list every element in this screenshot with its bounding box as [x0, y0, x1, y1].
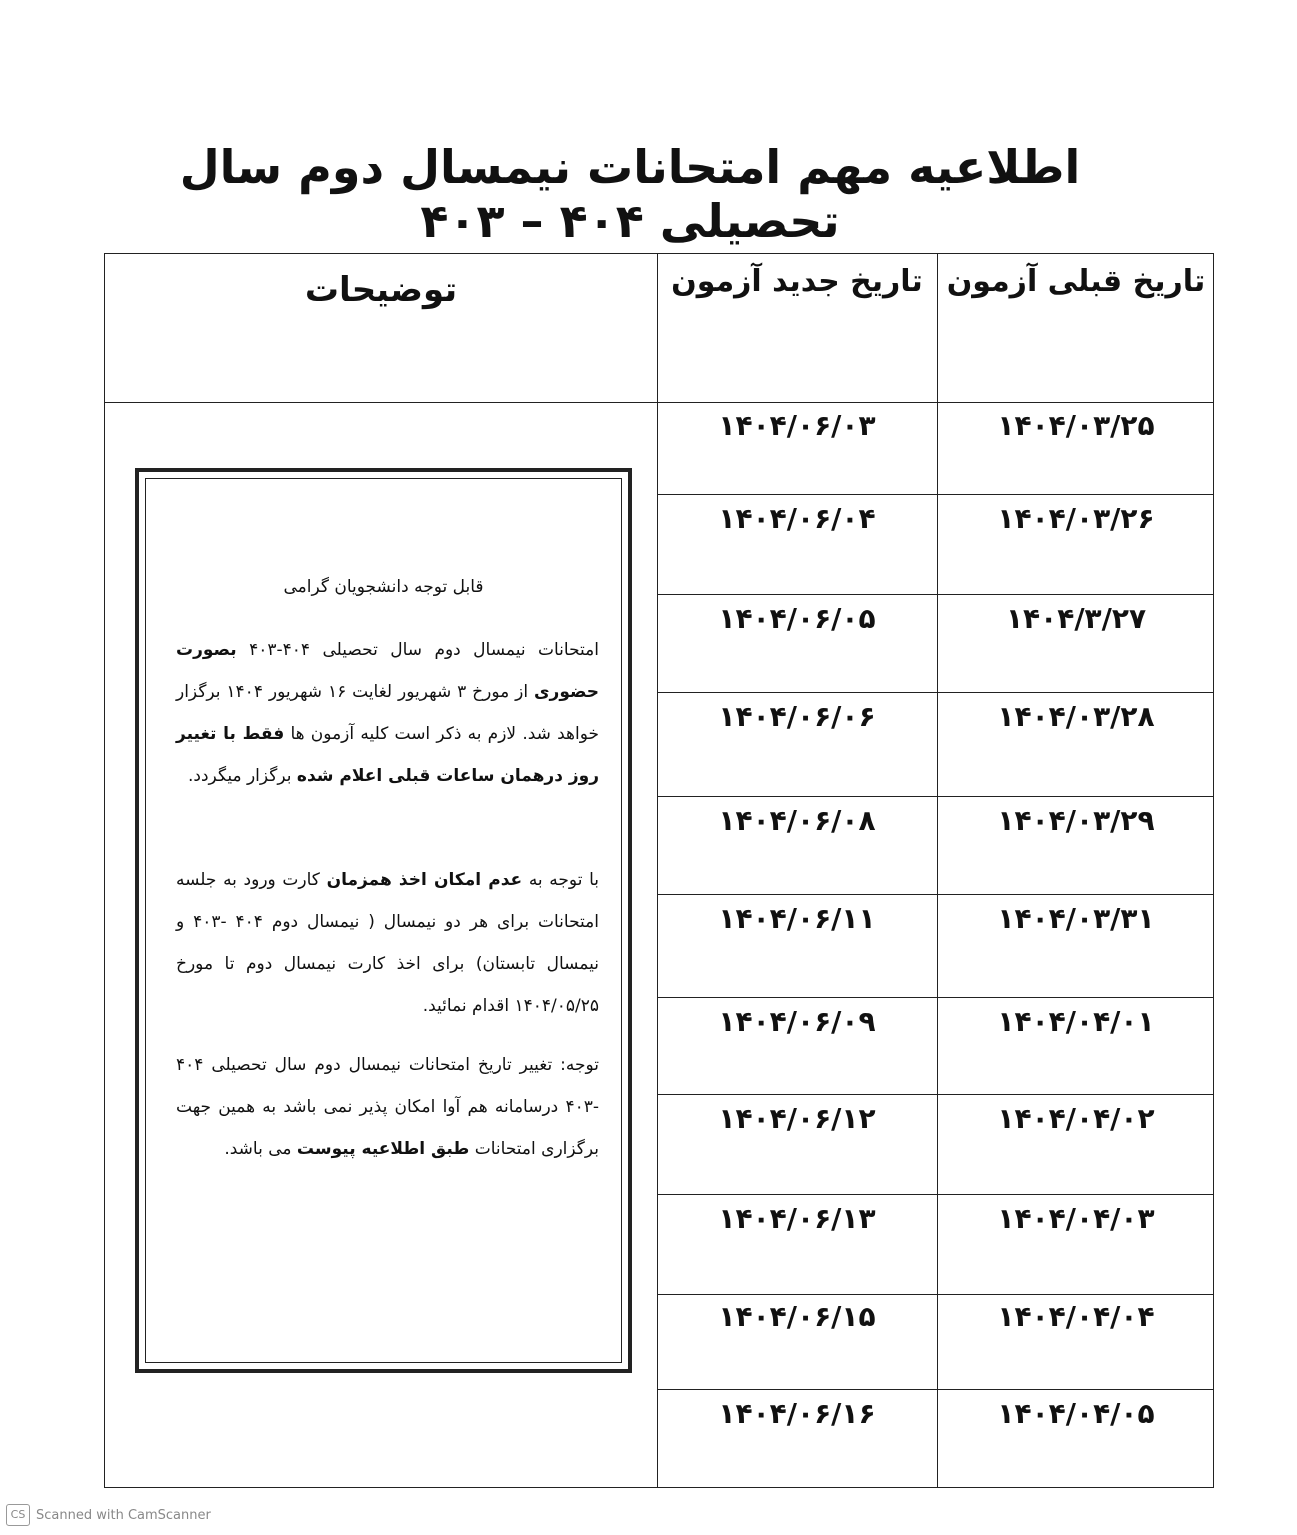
notice-greeting: قابل توجه دانشجویان گرامی — [283, 577, 484, 597]
new-date-cell: ۱۴۰۴/۰۶/۱۵ — [718, 1300, 876, 1333]
notice-p1-c: از مورخ ۳ شهریور لغایت ۱۶ شهریور ۱۴۰۴ برگزار خواهد شد. لازم به ذکر است کلیه آزمون ها — [176, 682, 600, 744]
row-divider — [657, 894, 1213, 895]
notice-p2-a: با توجه به — [528, 870, 600, 890]
row-divider — [657, 494, 1213, 495]
new-date-cell: ۱۴۰۴/۰۶/۰۳ — [718, 409, 876, 442]
scanner-watermark-text: Scanned with CamScanner — [36, 1507, 211, 1523]
notice-p3-b: طبق اطلاعیه پیوست — [296, 1139, 470, 1159]
new-date-cell: ۱۴۰۴/۰۶/۰۶ — [718, 700, 876, 733]
notice-paragraph-3 — [176, 1044, 599, 1170]
scanner-watermark — [6, 1504, 211, 1526]
new-date-cell: ۱۴۰۴/۰۶/۱۶ — [718, 1397, 876, 1430]
old-date-cell: ۱۴۰۴/۰۴/۰۲ — [997, 1102, 1155, 1135]
notice-p1-e: برگزار میگردد. — [188, 766, 292, 786]
row-divider — [657, 594, 1213, 595]
new-date-cell: ۱۴۰۴/۰۶/۱۲ — [718, 1102, 876, 1135]
notice-inner-border — [145, 478, 622, 1363]
new-date-cell: ۱۴۰۴/۰۶/۰۵ — [718, 602, 876, 635]
old-date-cell: ۱۴۰۴/۰۳/۲۸ — [997, 700, 1155, 733]
old-date-cell: ۱۴۰۴/۰۴/۰۵ — [997, 1397, 1155, 1430]
notice-p3-a: توجه: تغییر تاریخ امتحانات نیمسال دوم سال تحصیلی ۴۰۴ -۴۰۳ درسامانه هم آوا امکان پذیر نمی باشد به همین جهت برگزاری امتحانات — [176, 1055, 599, 1159]
old-date-cell: ۱۴۰۴/۰۴/۰۳ — [997, 1202, 1155, 1235]
header-old-date: تاریخ قبلی آزمون — [946, 264, 1206, 299]
notice-p1-d: فقط با تغییر روز درهمان ساعات قبلی اعلام شده — [176, 724, 599, 786]
header-notes: توضیحات — [304, 270, 458, 310]
new-date-cell: ۱۴۰۴/۰۶/۱۱ — [718, 902, 876, 935]
notice-paragraph-1 — [176, 629, 599, 797]
notice-p3-c: می باشد. — [224, 1139, 292, 1159]
row-divider — [657, 997, 1213, 998]
notice-p2-b: عدم امکان اخذ همزمان — [326, 870, 523, 890]
header-new-date: تاریخ جدید آزمون — [671, 264, 923, 299]
row-divider — [657, 1194, 1213, 1195]
notice-paragraph-2 — [176, 859, 599, 1027]
row-divider — [657, 1389, 1213, 1390]
notice-p2-c: کارت ورود به جلسه امتحانات برای هر دو نیمسال ( نیمسال دوم ۴۰۴ -۴۰۳ و نیمسال تابستان) برای اخذ کارت نیمسال دوم تا مورخ ۱۴۰۴/۰۵/۲۵ اقدام نمائید. — [176, 870, 599, 1016]
old-date-cell: ۱۴۰۴/۰۳/۲۹ — [997, 804, 1155, 837]
old-date-cell: ۱۴۰۴/۰۴/۰۴ — [997, 1300, 1155, 1333]
page-title: اطلاعیه مهم امتحانات نیمسال دوم سال تحصیلی ۴۰۴ – ۴۰۳ — [179, 140, 1081, 248]
row-divider — [657, 1094, 1213, 1095]
notice-p1-a: امتحانات نیمسال دوم سال تحصیلی ۴۰۴-۴۰۳ — [249, 640, 599, 660]
new-date-cell: ۱۴۰۴/۰۶/۰۴ — [718, 502, 876, 535]
new-date-cell: ۱۴۰۴/۰۶/۰۹ — [718, 1005, 876, 1038]
old-date-cell: ۱۴۰۴/۰۳/۲۶ — [997, 502, 1155, 535]
row-divider — [657, 796, 1213, 797]
row-divider — [657, 1294, 1213, 1295]
new-date-cell: ۱۴۰۴/۰۶/۱۳ — [718, 1202, 876, 1235]
old-date-cell: ۱۴۰۴/۰۴/۰۱ — [997, 1005, 1155, 1038]
old-date-cell: ۱۴۰۴/۳/۲۷ — [1005, 602, 1147, 635]
notice-p1-b: بصورت حضوری — [176, 640, 599, 702]
notice-box — [135, 468, 632, 1373]
header-divider — [105, 402, 1213, 403]
camscanner-logo-icon: CS — [6, 1504, 30, 1526]
old-date-cell: ۱۴۰۴/۰۳/۳۱ — [997, 902, 1155, 935]
old-date-cell: ۱۴۰۴/۰۳/۲۵ — [997, 409, 1155, 442]
new-date-cell: ۱۴۰۴/۰۶/۰۸ — [718, 804, 876, 837]
row-divider — [657, 692, 1213, 693]
